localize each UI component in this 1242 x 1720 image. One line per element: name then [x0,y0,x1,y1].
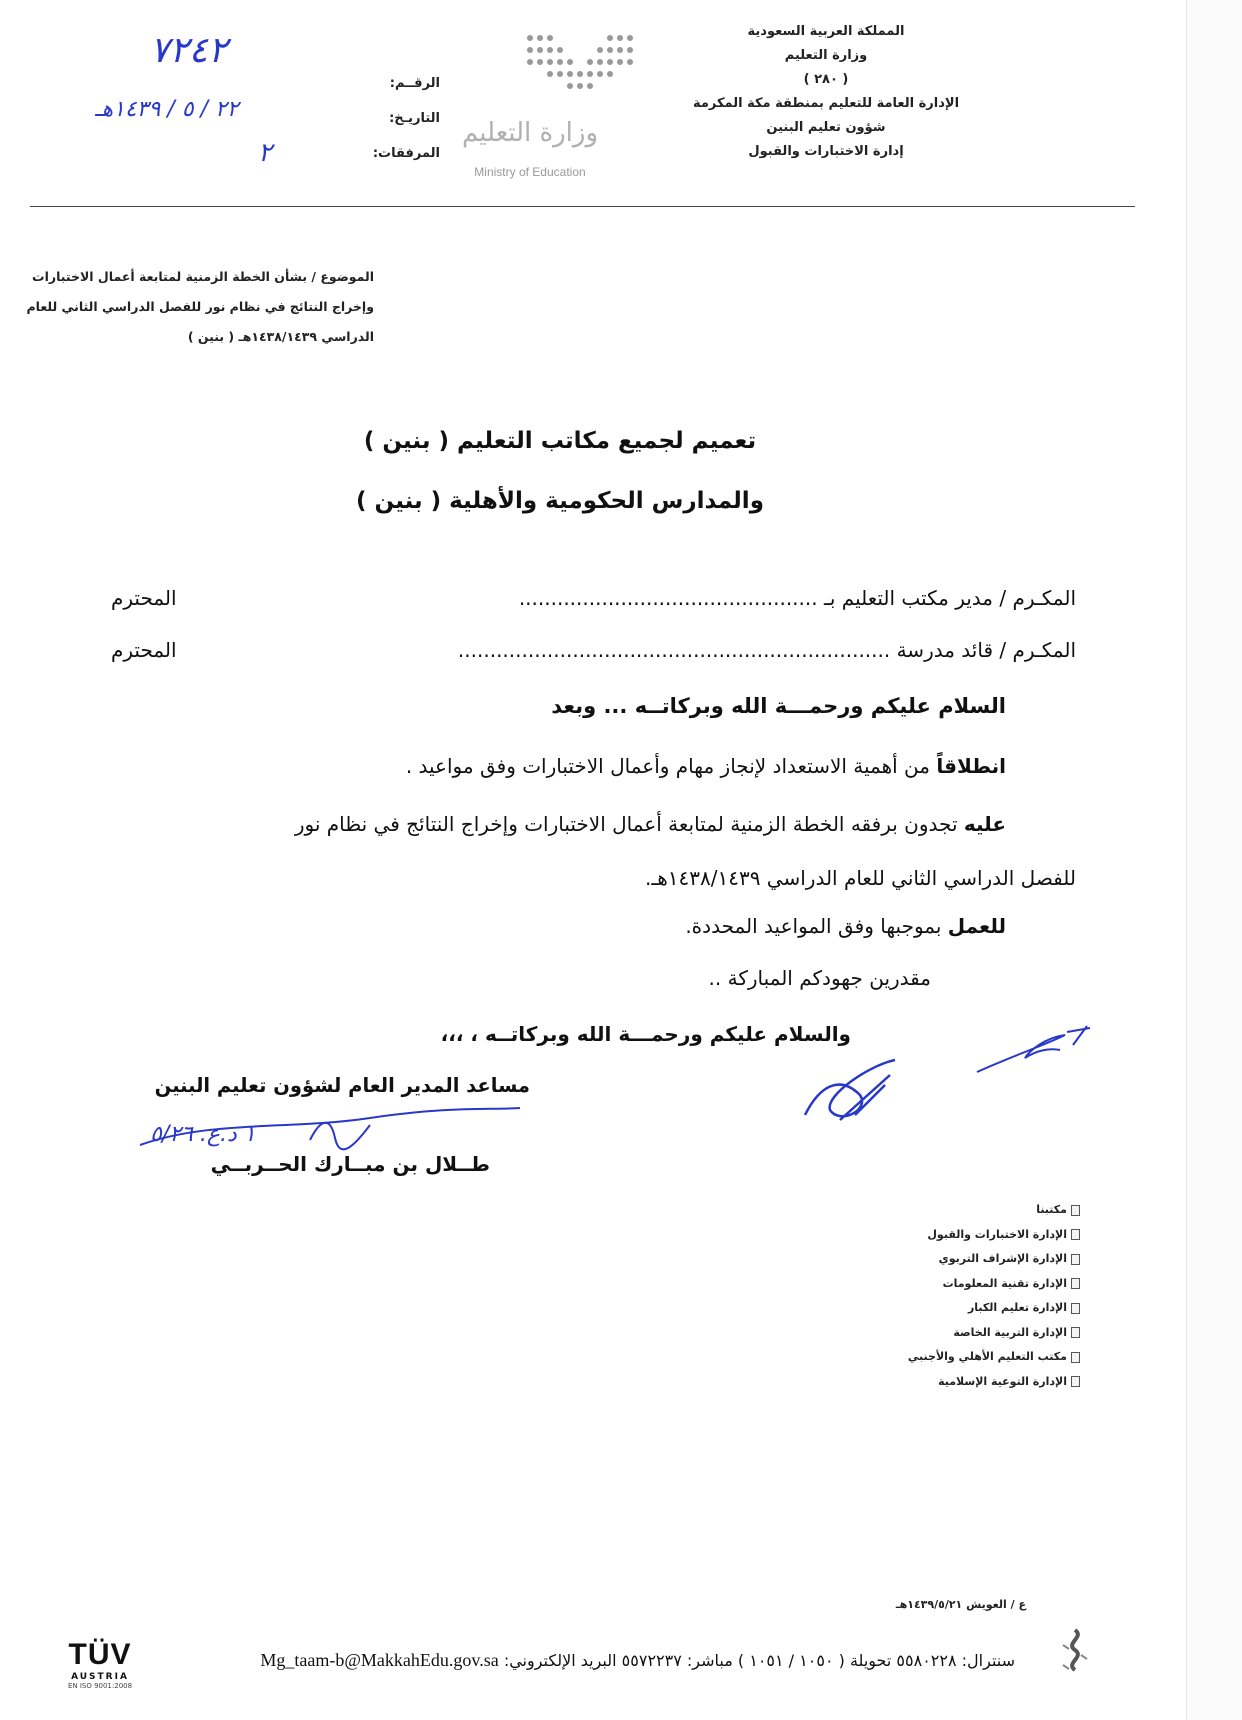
document-icon [1071,1352,1080,1363]
affairs-name: شؤون تعليم البنين [766,120,886,135]
list-item: الإدارة الاختبارات والقبول [760,1223,1080,1248]
ministry-logo-dots-icon [520,30,640,90]
document-icon [1071,1229,1080,1240]
honorific-2: المحترم [111,638,177,662]
date-label: التاريـخ: [389,111,440,126]
handwritten-annotation: ١ د.ع. ٥/٢٦ [150,1122,256,1147]
office-code: ( ٢٨٠ ) [803,72,849,87]
greeting: السلام عليكم ورحمـــة الله وبركاتــه ... وبعد [551,694,1006,718]
paragraph-3 [685,914,1006,938]
number-label: الرقــم: [389,76,440,91]
copies-list [760,1198,1080,1394]
subject-line-3: الدراسي ١٤٣٨/١٤٣٩هـ ( بنين ) [187,329,374,344]
tuv-logo: TÜV [68,1638,132,1671]
subject-block [0,262,374,352]
author-reference: ع / العويش ١٤٣٩/٥/٢١هـ [895,1598,1026,1611]
email-link[interactable]: Mg_taam-b@MakkahEdu.gov.sa [260,1650,499,1670]
logo-text-arabic: وزارة التعليم [461,118,599,148]
handwritten-attachments: ٢ [258,138,272,168]
list-item: الإدارة الإشراف التربوي [760,1247,1080,1272]
handwritten-date: ٢٢ / ٥ / ١٤٣٩هـ [95,97,239,122]
paragraph-4: مقدرين جهودكم المباركة .. [708,966,931,990]
subject-line-2: وإخراج النتائج في نظام نور للفصل الدراسي الثاني للعام [26,299,374,314]
closing-greeting: والسلام عليكم ورحمـــة الله وبركاتــه ، ،،، [440,1022,851,1046]
list-item: الإدارة التربية الخاصة [760,1321,1080,1346]
paragraph-1 [406,754,1006,778]
list-item: الإدارة تقنية المعلومات [760,1272,1080,1297]
circular-title-line-1: تعميم لجميع مكاتب التعليم ( بنين ) [363,428,757,454]
document-icon [1071,1254,1080,1265]
logo-text-english: Ministry of Education [474,165,586,179]
list-item: مكتب التعليم الأهلي والأجنبي [760,1345,1080,1370]
document-icon [1071,1278,1080,1289]
signatory-title: مساعد المدير العام لشؤون تعليم البنين [154,1074,530,1097]
attachments-label: المرفقات: [372,146,440,161]
subject-line-1: الموضوع / بشأن الخطة الزمنية لمتابعة أعمال الاختبارات [32,269,374,284]
ministry-name: وزارة التعليم [784,48,868,63]
letter-meta [330,66,440,171]
document-icon [1071,1376,1080,1387]
paragraph-1-lead: انطلاقاً [936,754,1006,778]
circular-title-line-2: والمدارس الحكومية والأهلية ( بنين ) [355,488,764,514]
directorate-name: الإدارة العامة للتعليم بمنطقة مكة المكرمة [692,96,960,111]
honorific-1: المحترم [111,586,177,610]
handwritten-number: ٧٢٤٢ [150,30,228,71]
document-icon [1071,1205,1080,1216]
department-name: إدارة الاختبارات والقبول [748,144,904,159]
tuv-country: AUSTRIA [71,1672,129,1682]
paragraph-3-lead: للعمل [947,914,1006,938]
signatory-name: طــلال بن مبــارك الحــربــي [210,1152,490,1176]
paragraph-3-text: بموجبها وفق المواعيد المحددة. [685,914,948,938]
header-divider [30,206,1135,207]
list-item: مكتبنا [760,1198,1080,1223]
paragraph-2 [295,812,1006,836]
addressee-line-1: المكـرم / مدير مكتب التعليم بـ ............................................... [518,586,1076,610]
kingdom-name: المملكة العربية السعودية [747,24,905,39]
list-item: الإدارة التوعية الإسلامية [760,1370,1080,1395]
tuv-certification [60,1638,140,1690]
vision-emblem-icon [1055,1625,1095,1685]
list-item: الإدارة تعليم الكبار [760,1296,1080,1321]
iso-standard: EN ISO 9001:2008 [67,1682,133,1690]
initials-scribble-icon [975,1020,1095,1080]
document-icon [1071,1303,1080,1314]
addressee-line-2: المكـرم / قائد مدرسة .................................................................... [457,638,1076,662]
paragraph-2-lead: عليه [963,812,1006,836]
addressee-school-leader [96,638,1076,668]
paragraph-2-continuation: للفصل الدراسي الثاني للعام الدراسي ١٤٣٨/١٤٣٩هـ. [645,866,1076,890]
letterhead-right [676,20,976,164]
signature-scribble-icon [800,1055,910,1135]
footer-contact [165,1650,1015,1671]
document-icon [1071,1327,1080,1338]
paragraph-1-text: من أهمية الاستعداد لإنجاز مهام وأعمال الاختبارات وفق مواعيد . [405,754,937,778]
paragraph-2-text: تجدون برفقه الخطة الزمنية لمتابعة أعمال الاختبارات وإخراج النتائج في نظام نور [294,812,964,836]
contact-numbers: سنترال: ٥٥٨٠٢٢٨ تحويلة ( ١٠٥٠ / ١٠٥١ ) مباشر: ٥٥٧٢٢٣٧ البريد الإلكتروني: [503,1651,1015,1670]
addressee-office-director [96,586,1076,616]
